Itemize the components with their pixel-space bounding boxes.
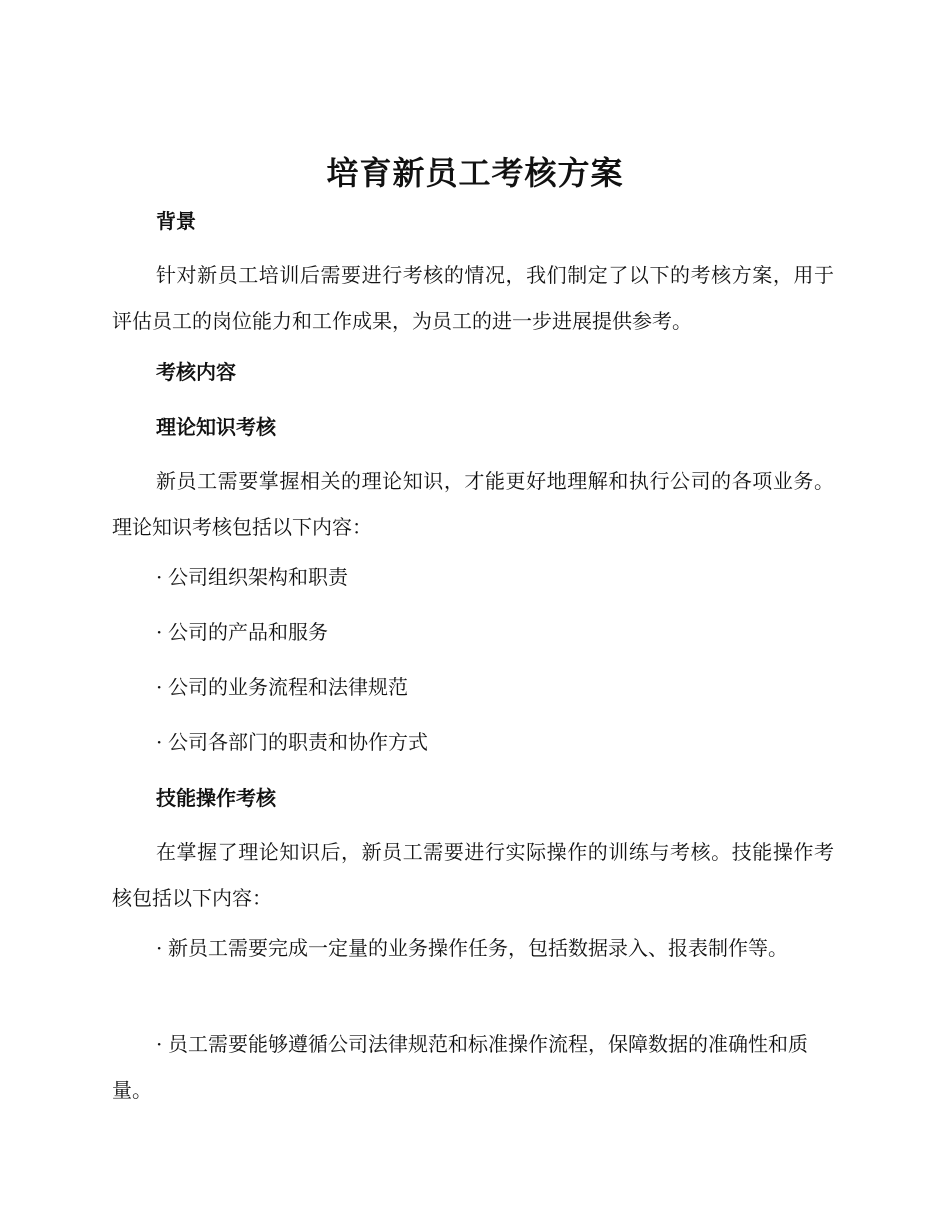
list-item bbox=[112, 1021, 834, 1113]
list-item bbox=[112, 554, 834, 600]
bullet-icon: · bbox=[156, 675, 163, 699]
list-item-text: 公司的产品和服务 bbox=[168, 620, 328, 644]
bullet-icon: · bbox=[156, 1032, 163, 1056]
heading-assessment-content: 考核内容 bbox=[156, 360, 236, 384]
list-item bbox=[112, 609, 834, 655]
heading-background: 背景 bbox=[156, 209, 196, 233]
list-item-text: 公司各部门的职责和协作方式 bbox=[168, 730, 428, 754]
list-item-text: 公司组织架构和职责 bbox=[168, 565, 348, 589]
bullet-icon: · bbox=[156, 620, 163, 644]
list-item-text: 员工需要能够遵循公司法律规范和标准操作流程，保障数据的准确性和质量。 bbox=[112, 1032, 808, 1102]
list-item-text: 新员工需要完成一定量的业务操作任务，包括数据录入、报表制作等。 bbox=[168, 936, 788, 960]
bullet-icon: · bbox=[156, 936, 163, 960]
list-item bbox=[112, 719, 834, 765]
bullet-icon: · bbox=[156, 730, 163, 754]
document-title: 培育新员工考核方案 bbox=[326, 154, 624, 192]
paragraph-background: 针对新员工培训后需要进行考核的情况，我们制定了以下的考核方案，用于评估员工的岗位能力和工作成果，为员工的进一步进展提供参考。 bbox=[112, 263, 834, 333]
heading-skills-assessment: 技能操作考核 bbox=[156, 786, 276, 810]
paragraph-theory: 新员工需要掌握相关的理论知识，才能更好地理解和执行公司的各项业务。理论知识考核包括以下内容： bbox=[112, 469, 834, 539]
list-item bbox=[112, 664, 834, 710]
list-item-text: 公司的业务流程和法律规范 bbox=[168, 675, 408, 699]
paragraph-skills: 在掌握了理论知识后，新员工需要进行实际操作的训练与考核。技能操作考核包括以下内容： bbox=[112, 840, 834, 910]
heading-theory-assessment: 理论知识考核 bbox=[156, 415, 276, 439]
list-item bbox=[112, 925, 834, 971]
bullet-icon: · bbox=[156, 565, 163, 589]
